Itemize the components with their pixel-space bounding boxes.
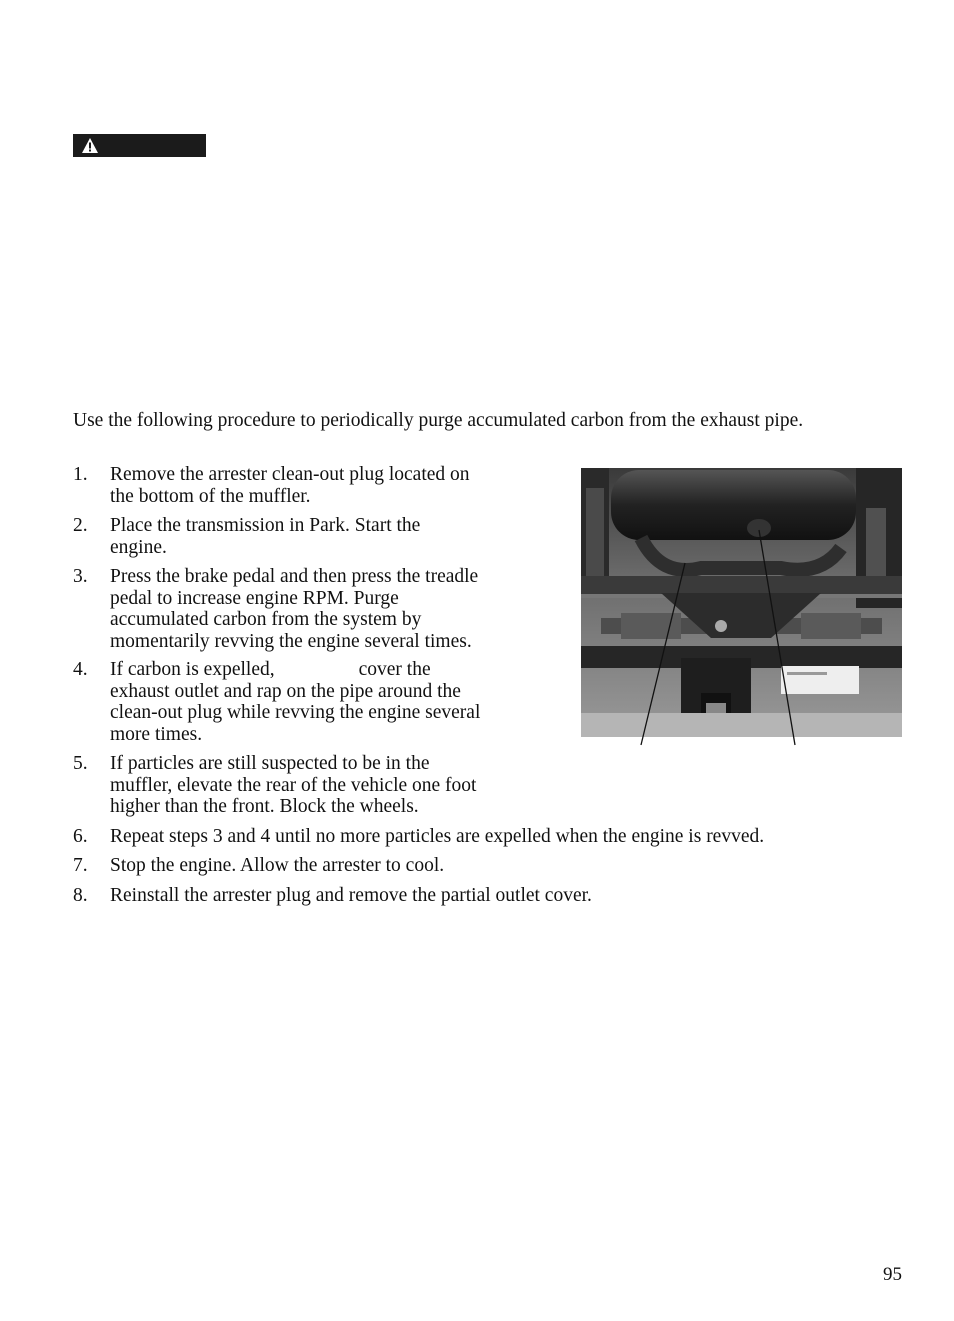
callout-lines [581,468,902,758]
page-number: 95 [883,1264,902,1285]
warning-banner [73,134,206,157]
intro-paragraph: Use the following procedure to periodically purge accumulated carbon from the exhaust pipe. [73,410,804,431]
warning-triangle-icon [81,137,99,154]
